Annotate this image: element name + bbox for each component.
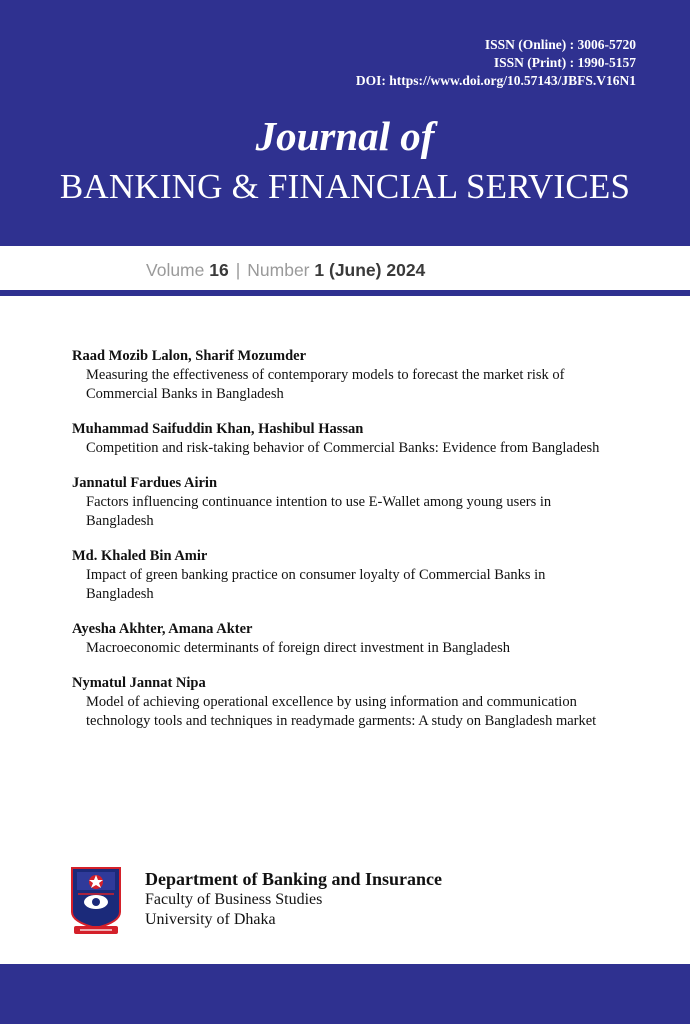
divider-rule — [0, 290, 690, 296]
journal-title: BANKING & FINANCIAL SERVICES — [59, 167, 631, 206]
article-entry[interactable] — [72, 473, 632, 531]
article-entry[interactable] — [72, 419, 632, 458]
article-authors: Ayesha Akhter, Amana Akter — [72, 621, 253, 637]
article-title-line: Commercial Banks in Bangladesh — [86, 386, 284, 402]
article-authors: Raad Mozib Lalon, Sharif Mozumder — [72, 348, 307, 364]
article-title-line: Factors influencing continuance intention to use E-Wallet among young users in — [86, 494, 552, 510]
table-of-contents — [72, 346, 632, 746]
article-title-line: Competition and risk-taking behavior of Commercial Banks: Evidence from Bangladesh — [86, 440, 600, 456]
article-entry[interactable] — [72, 619, 632, 658]
identifier-block — [356, 36, 636, 90]
article-authors: Jannatul Fardues Airin — [72, 475, 218, 491]
issue-info — [146, 258, 425, 282]
issn-online: ISSN (Online) : 3006-5720 — [484, 37, 636, 52]
cover-footer-band — [0, 964, 690, 1024]
article-title-line: Macroeconomic determinants of foreign direct investment in Bangladesh — [86, 640, 510, 656]
volume-number: 16 — [209, 260, 229, 280]
article-title-line: technology tools and techniques in readymade garments: A study on Bangladesh market — [86, 713, 597, 729]
article-entry[interactable] — [72, 346, 632, 404]
article-title-line: Model of achieving operational excellence by using information and communication — [86, 694, 577, 710]
faculty-name: Faculty of Business Studies — [145, 891, 323, 908]
university-name: University of Dhaka — [145, 911, 276, 928]
doi-link[interactable]: DOI: https://www.doi.org/10.57143/JBFS.V16N1 — [355, 73, 636, 88]
university-seal-icon — [70, 866, 122, 936]
volume-label: Volume — [146, 260, 205, 280]
article-title-line: Bangladesh — [86, 513, 154, 529]
department-name: Department of Banking and Insurance — [145, 869, 443, 889]
article-entry[interactable] — [72, 673, 632, 731]
article-entry[interactable] — [72, 546, 632, 604]
article-title-line: Impact of green banking practice on consumer loyalty of Commercial Banks in — [86, 567, 546, 583]
article-authors: Nymatul Jannat Nipa — [72, 675, 206, 691]
cover-header-band — [0, 0, 690, 246]
article-title-line: Measuring the effectiveness of contemporary models to forecast the market risk of — [86, 367, 565, 383]
article-title-line: Bangladesh — [86, 586, 154, 602]
number-value: 1 (June) 2024 — [314, 260, 426, 280]
publisher-text — [145, 868, 545, 930]
journal-title-prefix: Journal of — [255, 113, 435, 159]
issn-print: ISSN (Print) : 1990-5157 — [493, 55, 636, 70]
issue-separator: | — [235, 260, 241, 280]
number-label: Number — [247, 260, 310, 280]
article-authors: Muhammad Saifuddin Khan, Hashibul Hassan — [72, 421, 364, 437]
article-authors: Md. Khaled Bin Amir — [72, 548, 208, 564]
